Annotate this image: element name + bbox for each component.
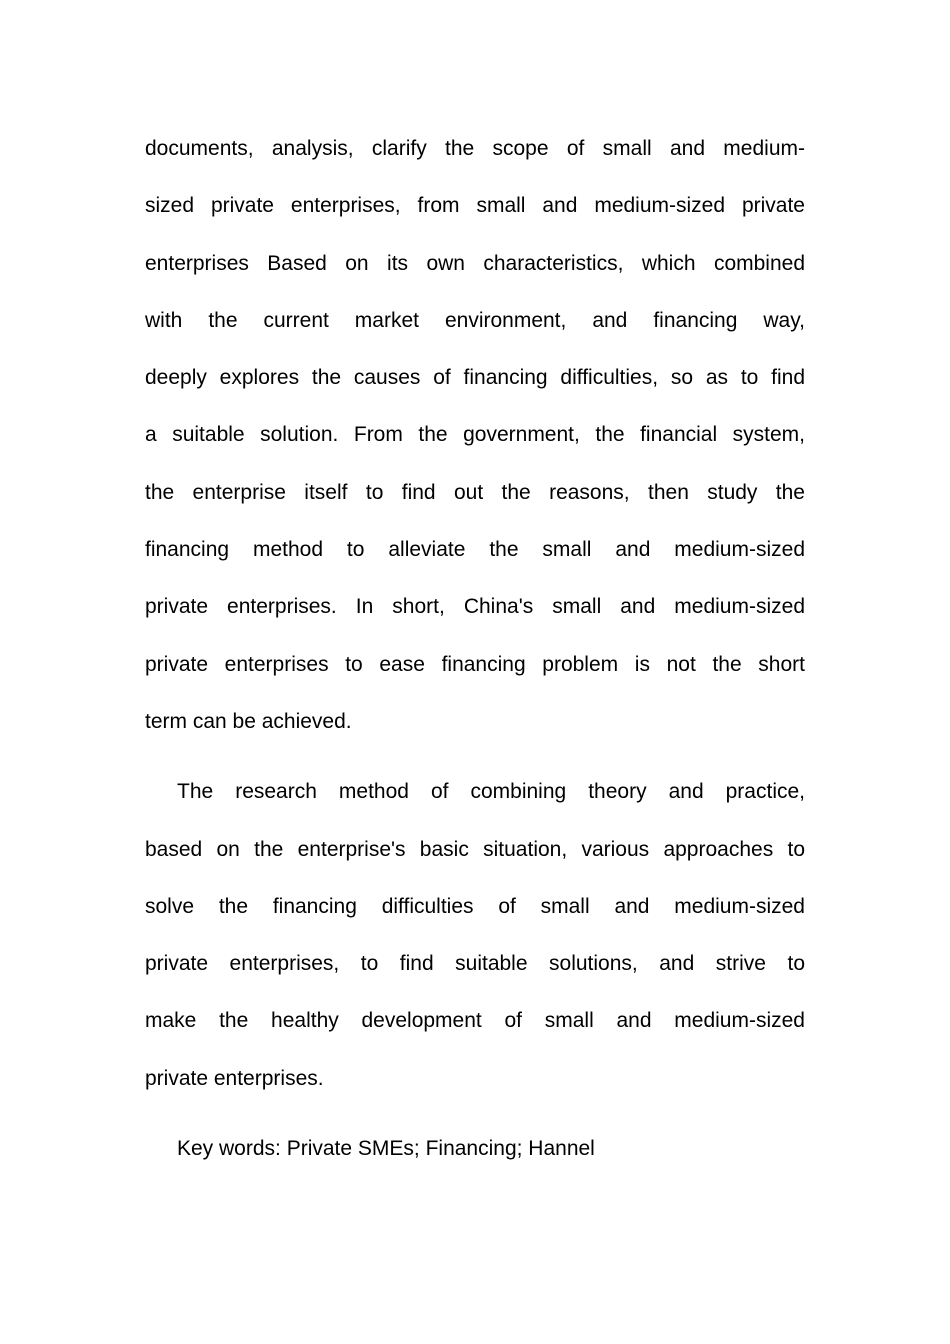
text-line: financing method to alleviate the small and medium-sized — [145, 538, 805, 562]
text-line: private enterprises to ease financing problem is not the short — [145, 652, 805, 676]
text-line: enterprises Based on its own characteristics, which combined — [145, 251, 805, 275]
text-line: private enterprises, to find suitable solutions, and strive to — [145, 952, 805, 976]
text-line: sized private enterprises, from small and medium-sized private — [145, 194, 805, 218]
keywords — [145, 1120, 805, 1177]
text-line: private enterprises. In short, China's small and medium-sized — [145, 595, 805, 619]
paragraph-2 — [145, 763, 805, 1107]
text-line: documents, analysis, clarify the scope of small and medium- — [145, 137, 805, 160]
document-page — [145, 120, 805, 1190]
text-line: deeply explores the causes of financing difficulties, so as to find — [145, 366, 805, 390]
text-line: with the current market environment, and financing way, — [145, 308, 805, 332]
paragraph-1 — [145, 120, 805, 750]
text-line: based on the enterprise's basic situation, various approaches to — [145, 837, 805, 861]
text-line: The research method of combining theory and practice, — [177, 780, 805, 804]
text-line: make the healthy development of small and medium-sized — [145, 1009, 805, 1033]
text-line: private enterprises. — [145, 1066, 324, 1090]
text-line: the enterprise itself to find out the reasons, then study the — [145, 480, 805, 504]
text-line: solve the financing difficulties of small and medium-sized — [145, 894, 805, 918]
text-line: a suitable solution. From the government, the financial system, — [145, 423, 805, 447]
keywords-line: Key words: Private SMEs; Financing; Hannel — [177, 1137, 595, 1161]
text-line: term can be achieved. — [145, 709, 352, 733]
